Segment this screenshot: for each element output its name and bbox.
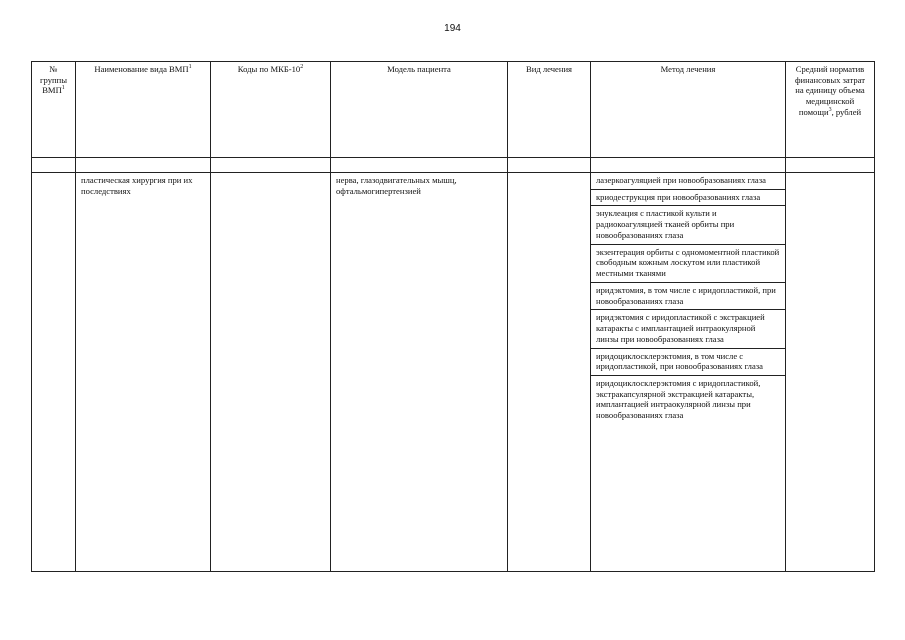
cell-patient-model: нерва, глазодвигательных мышц, офтальмогипертензией [331, 173, 508, 572]
cell-treatment-methods [591, 173, 786, 572]
column-number-row [32, 158, 875, 173]
method-item: иридоциклосклерэктомия с иридопластикой, экстракапсулярной экстракцией катаракты, имплантацией интраокулярной линзы при новообразованиях глаза [596, 378, 761, 421]
page-number: 194 [444, 23, 461, 34]
method-item: энуклеация с пластикой культи и радиокоагуляцией тканей орбиты при новообразованиях глаза [591, 206, 785, 244]
vmp-table [31, 61, 875, 572]
header-treatment-type: Вид лечения [508, 62, 591, 158]
method-item: иридэктомия с иридопластикой с экстракцией катаракты с имплантацией интраокулярной линзы при новообразованиях глаза [591, 310, 785, 348]
cell-icd-codes [211, 173, 331, 572]
method-item: криодеструкция при новообразованиях глаза [591, 190, 785, 207]
header-group-no: № группы ВМП$^1$ [32, 62, 76, 158]
cell-average-cost [786, 173, 875, 572]
header-row [32, 62, 875, 158]
cell-treatment-type [508, 173, 591, 572]
method-item: иридэктомия, в том числе с иридопластикой, при новообразованиях глаза [591, 283, 785, 310]
header-average-cost: Средний норматив финансовых затрат на единицу объема медицинской помощи$^3$, рублей [786, 62, 875, 158]
header-patient-model: Модель пациента [331, 62, 508, 158]
header-vmp-name: Наименование вида ВМП$^1$ [76, 62, 211, 158]
header-treatment-method: Метод лечения [591, 62, 786, 158]
method-item: лазеркоагуляцией при новообразованиях глаза [591, 173, 785, 190]
cell-vmp-name: пластическая хирургия при их последствиях [76, 173, 211, 572]
table-row [32, 173, 875, 572]
method-item: экзентерация орбиты с одномоментной пластикой свободным кожным лоскутом или пластикой местными тканями [591, 245, 785, 283]
header-icd-codes: Коды по МКБ-$10^2$ [211, 62, 331, 158]
cell-group-no [32, 173, 76, 572]
method-item: иридоциклосклерэктомия, в том числе с иридопластикой, при новообразованиях глаза [591, 349, 785, 376]
